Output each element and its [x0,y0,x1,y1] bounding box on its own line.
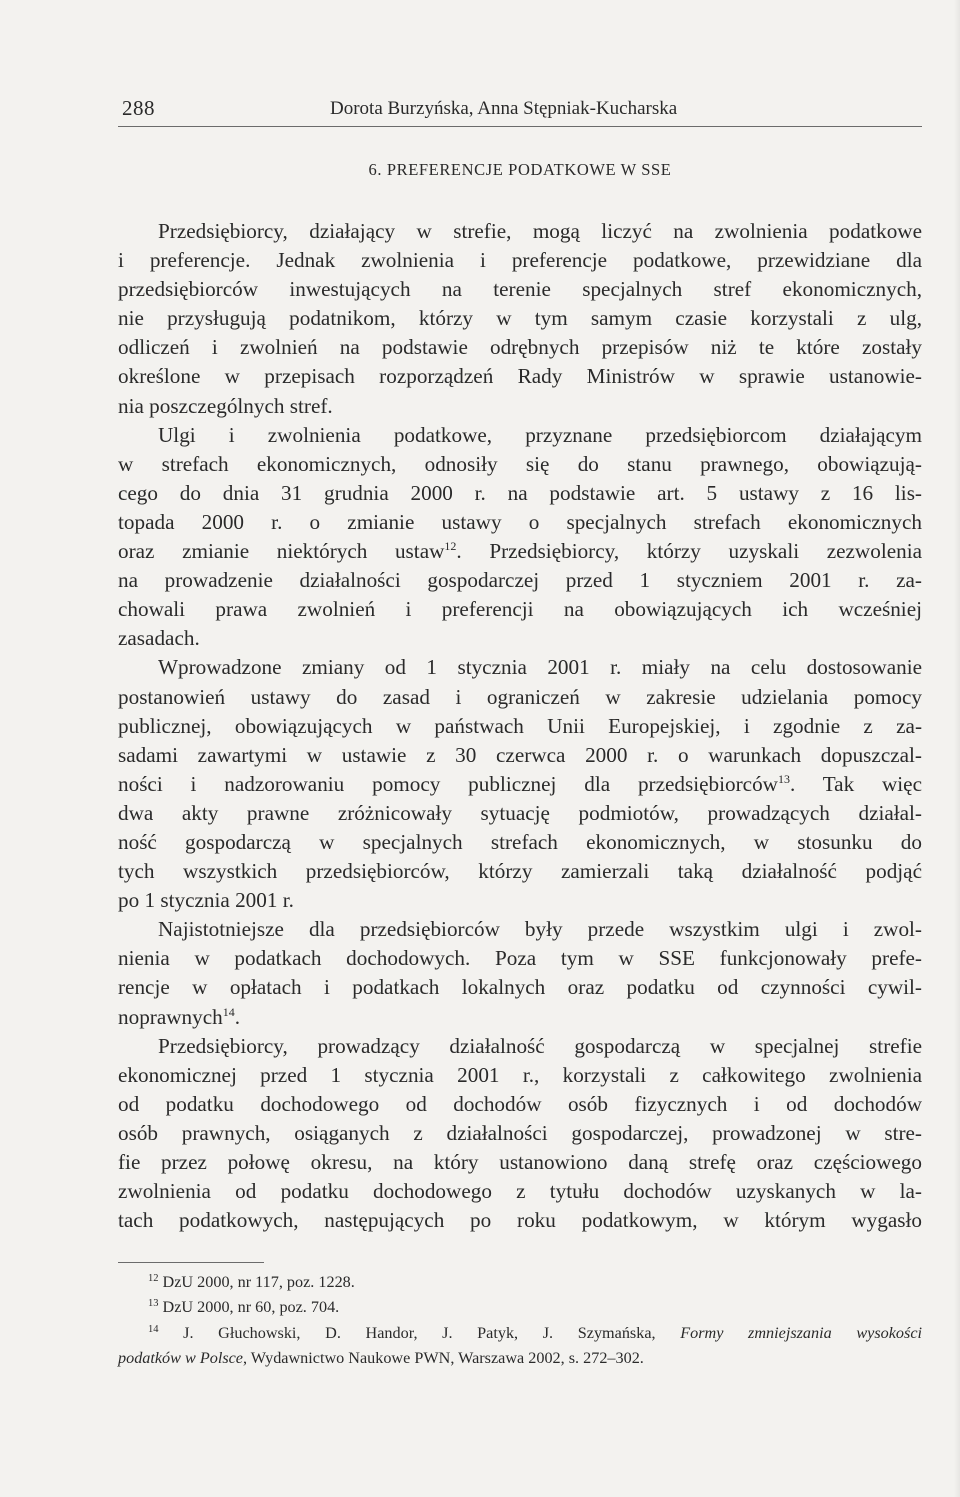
text-line: Ulgi i zwolnienia podatkowe, przyznane przedsiębiorcom działającym [158,422,922,447]
text-line: zasadach. [118,626,200,651]
section-title: 6. PREFERENCJE PODATKOWE W SSE [368,160,672,179]
text-line: odliczeń i zwolnień na podstawie odrębnych przepisów niż te które zostały [118,335,922,360]
paragraph-2 [118,421,922,654]
text-line: na prowadzenie działalności gospodarczej przed 1 styczniem 2001 r. za- [118,568,922,593]
text-line: tych wszystkich przedsiębiorców, którzy zamierzali taką działalność podjąć [118,859,922,884]
text-line: i preferencje. Jednak zwolnienia i preferencje podatkowe, przewidziane dla [118,248,922,273]
text-line: postanowień ustawy do zasad i ograniczeń w zakresie udzielania pomocy [118,684,922,709]
text-line: nia poszczególnych stref. [118,393,333,418]
text-line: Przedsiębiorcy, działający w strefie, mogą liczyć na zwolnienia podatkowe [158,219,922,243]
text-line: publicznej, obowiązujących w państwach Unii Europejskiej, i zgodnie z za- [118,713,922,738]
text-line: tach podatkowych, następujących po roku podatkowym, w którym wygasło [118,1208,922,1233]
text-line [118,537,922,566]
footnote-ref-12[interactable]: 12 [444,539,457,554]
footnote-text: DzU 2000, nr 117, poz. 1228. [162,1273,355,1291]
body-text [118,217,922,1235]
footnote-text: , Wydawnictwo Naukowe PWN, Warszawa 2002, s. 272–302. [243,1348,644,1367]
paragraph-3 [118,653,922,915]
text-line: po 1 stycznia 2001 r. [118,888,294,913]
text-line [118,1003,922,1032]
text-line: Najistotniejsze dla przedsiębiorców były przede wszystkim ulgi i zwol- [158,917,922,942]
paragraph-1 [118,217,922,421]
page-header [118,96,922,126]
text-line [118,770,922,799]
text-segment: oraz zmianie niektórych ustaw [118,539,445,564]
paragraph-5 [118,1032,922,1236]
footnote-number: 13 [148,1298,159,1310]
text-segment: ności i nadzorowaniu pomocy publicznej dla przedsiębiorców [118,771,778,796]
text-segment: . Przedsiębiorcy, którzy uzyskali zezwolenia [456,539,922,564]
text-line: cego do dnia 31 grudnia 2000 r. na podstawie art. 5 ustawy z 16 lis- [118,480,922,505]
text-line: Wprowadzone zmiany od 1 stycznia 2001 r. miały na celu dostosowanie [158,655,922,680]
footnote-ref-13[interactable]: 13 [777,771,790,786]
text-line: fie przez połowę okresu, na który ustanowiono daną strefę oraz częściowego [118,1150,922,1174]
footnote-12 [118,1270,922,1295]
page-number: 288 [122,96,155,120]
text-segment: noprawnych [118,1004,223,1029]
footnote-text: DzU 2000, nr 60, poz. 704. [162,1298,340,1317]
text-line: osób prawnych, osiąganych z działalności gospodarczej, prowadzonej w stre- [118,1120,922,1145]
text-line: ność gospodarczą w specjalnych strefach ekonomicznych, w stosunku do [118,829,922,854]
text-line: ekonomicznej przed 1 stycznia 2001 r., korzystali z całkowitego zwolnienia [118,1062,922,1087]
footnote-number: 14 [148,1323,159,1335]
text-segment: . Tak więc [789,771,922,796]
footnote-line [118,1321,922,1346]
text-line: od podatku dochodowego od dochodów osób fizycznych i od dochodów [118,1091,922,1116]
running-head: Dorota Burzyńska, Anna Stępniak-Kucharska [330,98,678,119]
text-line: topada 2000 r. o zmianie ustawy o specjalnych strefach ekonomicznych [118,509,922,534]
text-line: przedsiębiorców inwestujących na terenie specjalnych stref ekonomicznych, [118,277,922,302]
footnote-line [118,1346,922,1371]
footnote-title: Formy zmniejszania wysokości [680,1323,923,1342]
footnote-number: 12 [148,1273,159,1284]
text-line: zwolnienia od podatku dochodowego z tytułu dochodów uzyskanych w la- [118,1179,922,1204]
footnote-text: J. Głuchowski, D. Handor, J. Patyk, J. Szymańska, [183,1323,681,1342]
footnote-rule [118,1262,264,1263]
footnote-13 [118,1295,922,1320]
paragraph-4 [118,915,922,1031]
page-edge-shadow [954,0,960,1497]
text-line: w strefach ekonomicznych, odnosiły się do stanu prawnego, obowiązują- [118,451,922,476]
text-line: określone w przepisach rozporządzeń Rady Ministrów w sprawie ustanowie- [118,364,922,389]
header-rule [118,126,922,127]
text-line: nienia w podatkach dochodowych. Poza tym w SSE funkcjonowały prefe- [118,946,922,971]
footnote-title: podatków w Polsce [118,1348,243,1367]
text-line: nie przysługują podatnikom, którzy w tym samym czasie korzystali z ulg, [118,306,922,331]
footnote-ref-14[interactable]: 14 [222,1004,235,1019]
footnote-14 [118,1321,922,1372]
text-line: dwa akty prawne zróżnicowały sytuację podmiotów, prowadzących działal- [118,800,922,825]
text-line: rencje w opłatach i podatkach lokalnych oraz podatku od czynności cywil- [118,975,922,1000]
text-segment: . [234,1004,241,1029]
text-line: chowali prawa zwolnień i preferencji na obowiązujących ich wcześniej [118,597,922,622]
text-line: Przedsiębiorcy, prowadzący działalność gospodarczą w specjalnej strefie [158,1033,922,1058]
text-line: sadami zawartymi w ustawie z 30 czerwca 2000 r. o warunkach dopuszczal- [118,742,922,767]
footnotes [118,1270,922,1371]
